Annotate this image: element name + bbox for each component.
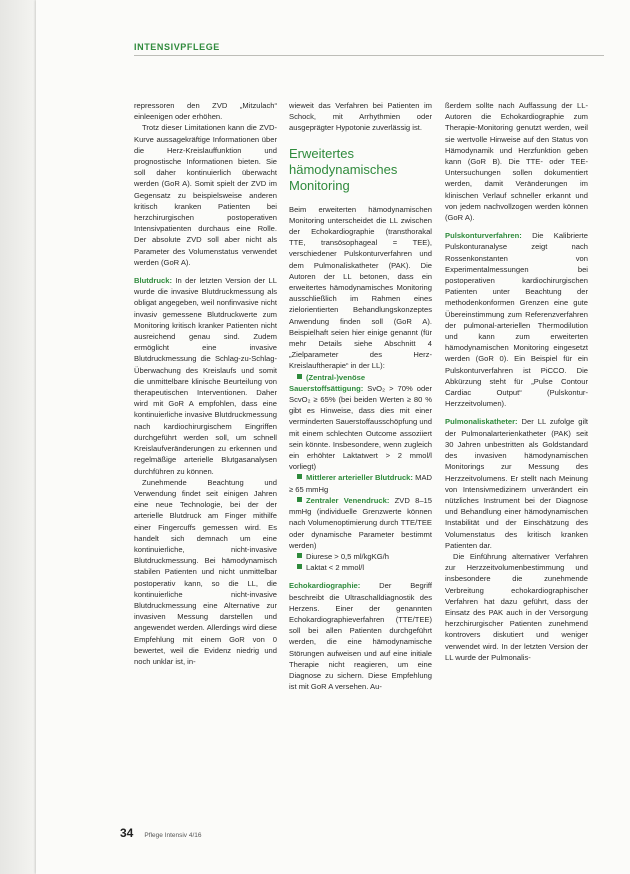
paragraph: ßerdem sollte nach Auffassung der LL-Autoren die Echokardiographie zum Therapie-Monitoring genutzt werden, weil sie wertvolle Hinweise auf den Status von Hämodynamik und Herzfunktion geben kann (GoR B). Die TTE- oder TEE-Untersuchungen sollen dokumentiert werden, damit Veränderungen im klinischen Verlauf schneller erkannt und von jedem nachvollzogen werden können (GoR A). (445, 101, 588, 223)
section-label: INTENSIVPFLEGE (134, 42, 220, 52)
list-item: Zentraler Venendruck: ZVD 8–15 mmHg (individuelle Grenzwerte können nach Volumenoptimierung durch TTE/TEE oder dynamische Parameter bestimmt werden) (289, 495, 432, 550)
bullet-icon (297, 474, 302, 479)
paragraph: Zunehmende Beachtung und Verwendung findet seit einigen Jahren eine neue Technologie, bei der der arterielle Blutdruck am Finger mithilfe einer Fingercuffs gemessen wird. Es handelt sich demnach um eine kontinuierliche, nicht-invasive Blutdruckmessung. Bei hämodynamisch stabilen Patienten und nicht unmittelbar postoperativ kann, so die LL, die kontinuierliche nicht-invasive Blutdruckmessung eine Alternative zur invasiven Messung darstellen und angewendet werden. Allerdings wird diese Empfehlung mit einem GoR von 0 bewertet, weil die Evidenz niedrig und noch unklar ist, in- (134, 477, 277, 666)
paragraph-lead: Blutdruck: (134, 276, 172, 286)
column-1 (134, 100, 277, 667)
paragraph: repressoren den ZVD „Mitzulach“ einleenigen oder erhöhen. (134, 101, 277, 122)
paragraph: Beim erweiterten hämodynamischen Monitoring unterscheidet die LL zwischen der Echokardiographie (transthorakal TTE, transösophageal = TEE), verschiedener Pulskonturverfahren und dem Pulmonaliskatheter (PAK). Die Autoren der LL betonen, dass ein erweitertes hämodynamisches Monitoring ausschließlich im Rahmen eines zielorientierten Behandlungskonzeptes Anwendung finden soll (GoR A). Beispielhaft seien hier einige genannt (für mehr Details siehe Abschnitt 4 „Zielparameter des Herz-Kreislauftherapie“ in der LL): (289, 204, 432, 371)
page-number: 34 (120, 826, 134, 840)
bullet-icon (297, 374, 302, 379)
paragraph: Echokardiographie: Der Begriff beschreibt die Ultraschalldiagnostik des Herzens. Einer der genannten Echokardiographieverfahren (TTE/TEE) soll bei allen Patienten durchgeführt werden, die eine hämodynamische Störungen aufweisen und auf eine initiale Therapie nicht reagieren, um eine Diagnose zu sichern. Diese Empfehlung ist mit GoR A versehen. Au- (289, 581, 432, 692)
paragraph-lead: Pulmonaliskatheter: (445, 417, 518, 427)
list-item: Mittlerer arterieller Blutdruck: MAD ≥ 65 mmHg (289, 473, 433, 494)
page-footer (120, 826, 202, 840)
list-item: (Zentral-)venöse Sauerstoffsättigung: SvO₂ > 70% oder ScvO₂ ≥ 65% (bei beiden Werten ≥ 80 % gibt es Hinweise, dass dies mit einer verminderten Sauerstoffausschöpfung und mit einem schlechten Outcome assoziiert sein könnte. Insbesondere, wenn zugleich ein erhöhter Laktatwert > 2 mmol/l vorliegt) (289, 372, 432, 472)
section-heading: Erweitertes hämodynamisches Monitoring (289, 145, 398, 193)
list-item: Laktat < 2 mmol/l (289, 562, 432, 573)
paragraph-lead: Pulskonturverfahren: (445, 231, 522, 241)
paragraph-lead: Echokardiographie: (289, 581, 361, 591)
paragraph: Pulskonturverfahren: Die Kalibrierte Pulskonturanalyse zeigt nach Rossenkonstanten von Experimentalmessungen bei postoperativen kardiochirurgischen Patienten unter Beachtung der methodenkonformen Grenzen eine gute Übereinstimmung zum Referenzverfahren der pulmonal-arteriellen Thermodilution und kann zum erweiterten hämodynamischen Monitoring eingesetzt werden (GoR 0). Ein Beispiel für ein Pulskonturverfahren ist PiCCO. Die Abkürzung steht für „Pulse Contour Cardiac Output“ (Pulskontur-Herzzeitvolumen). (445, 231, 588, 409)
bullet-icon (297, 553, 302, 558)
list-item: Diurese > 0,5 ml/kgKG/h (289, 551, 432, 562)
journal-source: Pflege Intensiv 4/16 (144, 832, 202, 839)
bullet-icon (297, 564, 302, 569)
column-3 (445, 100, 588, 663)
page-gutter (0, 0, 36, 874)
paragraph: wieweit das Verfahren bei Patienten im Schock, mit Arrhythmien oder ausgeprägter Hypotonie zuverlässig ist. (289, 101, 432, 133)
paragraph: Trotz dieser Limitationen kann die ZVD-Kurve aussagekräftige Informationen über die Herz-Kreislauffunktion und prognostische Informationen bieten. Sie soll daher kontinuierlich überwacht werden (GoR A). Somit spielt der ZVD im Gegensatz zu beispielsweise anderen kritisch kranken Patienten bei herzchirurgischen postoperativen Intensivpatienten durchaus eine Rolle. Der absolute ZVD soll aber nicht als Parameter des Volumenstatus verwendet werden (GoR A). (134, 123, 277, 267)
bullet-icon (297, 497, 302, 502)
column-2 (289, 100, 432, 692)
paragraph: Blutdruck: In der letzten Version der LL wurde die invasive Blutdruckmessung als obligat angegeben, weil nonfinvasive nicht invasiv gemessene Blutdruckwerte zum Monitoring kritisch kranker Patienten nicht ausreichend genau sind. Zudem ermöglicht eine invasive Blutdruckmessung die Schlag-zu-Schlag-Überwachung des Kreislaufs und somit die unmittelbare klinische Beurteilung von therapeutischen Interventionen. Daher wird mit GoR A empfohlen, dass eine kontinuierliche invasive Blutdruckmessung nach kardiochirurgischem Eingriffen durchgeführt werden soll, um schnell Kreislaufveränderungen zu erkennen und regelmäßige arterielle Blutgasanalysen durchführen zu können. (134, 276, 277, 476)
paragraph: Pulmonaliskatheter: Der LL zufolge gilt der Pulmonalarterienkatheter (PAK) seit 30 Jahren unbestritten als Goldstandard des invasiven hämodynamischen Monitorings zur Messung des Herzzeitvolumens. Er stellt nach Meinung von Intensivmedizinern unverändert ein nützliches Instrument bei der Diagnose und Behandlung einer hämodynamischen Instabilität und der Einschätzung des Volumenstatus des kritisch kranken Patienten dar. (445, 417, 588, 550)
paragraph: Die Einführung alternativer Verfahren zur Herzzeitvolumenbestimmung und insbesondere die zunehmende Verbreitung echokardiographischer Verfahren hat dazu geführt, dass der Einsatz des PAK auch in der Versorgung herzchirurgischer Patienten zunehmend kontrovers diskutiert und weniger verwendet wird. In der letzten Version der LL wurde der Pulmonalis- (445, 551, 588, 662)
header-rule (134, 55, 604, 56)
